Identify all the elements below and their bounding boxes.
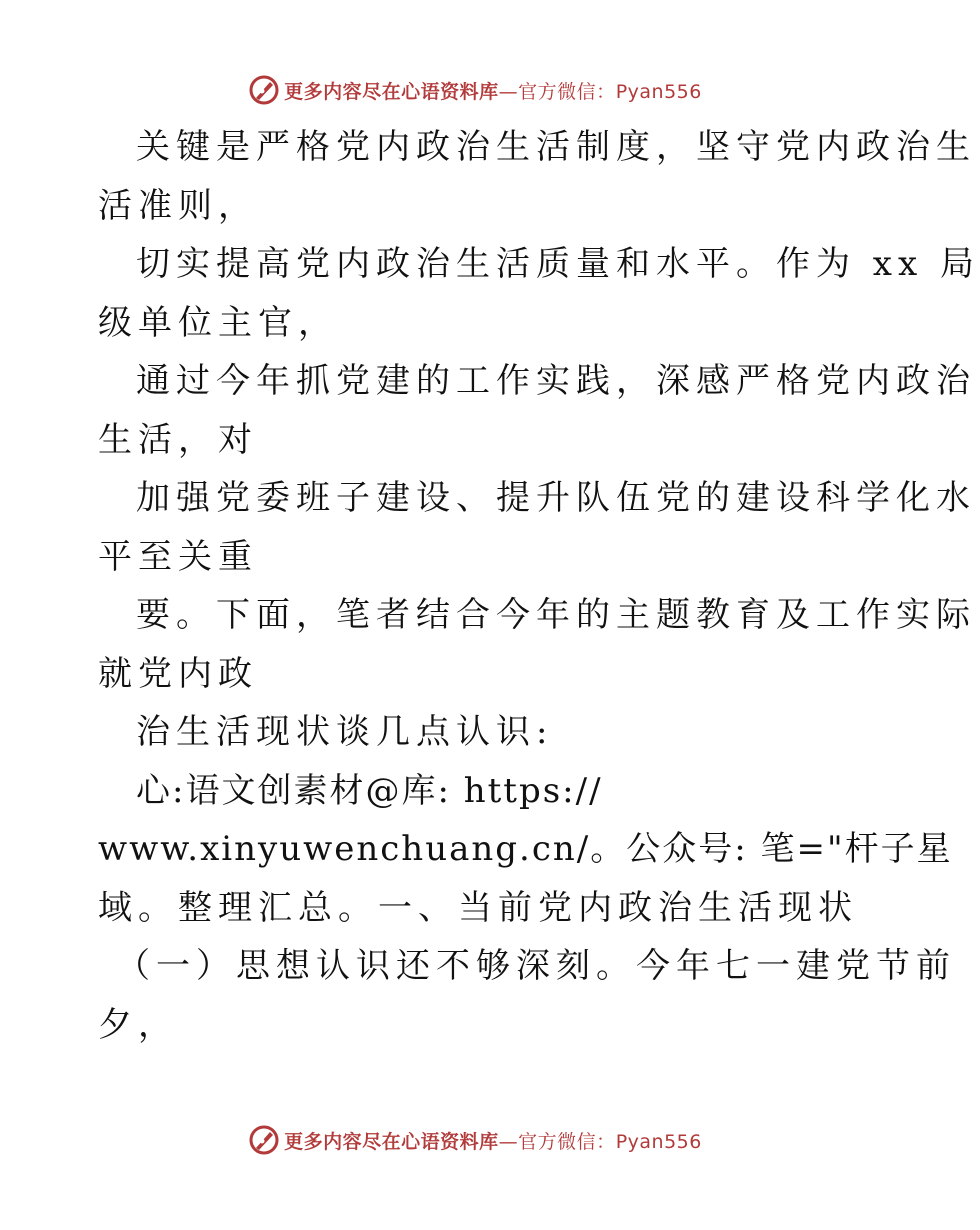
- text-line: 夕，: [98, 1004, 178, 1045]
- banner-title: 更多内容尽在心语资料库: [284, 80, 499, 103]
- text-line: 关键是严格党内政治生活制度，坚守党内政治生: [136, 127, 976, 167]
- text-line: （一）思想认识还不够深刻。今年七一建党节前: [116, 946, 956, 986]
- banner-contact-id: Pyan556: [615, 1130, 702, 1153]
- banner-dash: —: [498, 80, 519, 103]
- text-line: 治生活现状谈几点认识:: [136, 712, 554, 752]
- text-line: 要。下面，笔者结合今年的主题教育及工作实际: [136, 595, 976, 635]
- text-line: 加强党委班子建设、提升队伍党的建设科学化水: [136, 478, 976, 518]
- banner-contact-label: 官方微信：: [518, 80, 616, 103]
- banner-contact-id: Pyan556: [615, 80, 702, 103]
- text-line: 切实提高党内政治生活质量和水平。作为 xx 局: [136, 244, 980, 284]
- header-banner: [0, 72, 950, 108]
- text-line: 级单位主官，: [98, 302, 338, 343]
- text-line: 通过今年抓党建的工作实践，深感严格党内政治: [136, 361, 976, 401]
- pen-logo-icon: [248, 74, 280, 106]
- document-body: [98, 118, 980, 1054]
- footer-banner: [0, 1122, 950, 1158]
- banner-title: 更多内容尽在心语资料库: [284, 1130, 499, 1153]
- text-line: 就党内政: [98, 653, 258, 694]
- banner-text: [284, 1127, 702, 1154]
- text-line: 平至关重: [98, 536, 258, 577]
- text-line: 活准则，: [98, 185, 258, 226]
- text-line: 心:语文创素材@库: https://: [136, 770, 603, 811]
- text-line: www.xinyuwenchuang.cn/。公众号: 笔="杆子星: [98, 829, 953, 869]
- banner-contact-label: 官方微信：: [518, 1130, 616, 1153]
- banner-dash: —: [498, 1130, 519, 1153]
- pen-logo-icon: [248, 1124, 280, 1156]
- text-line: 域。整理汇总。一、当前党内政治生活现状: [98, 887, 858, 928]
- banner-text: [284, 77, 702, 104]
- text-line: 生活，对: [98, 419, 258, 460]
